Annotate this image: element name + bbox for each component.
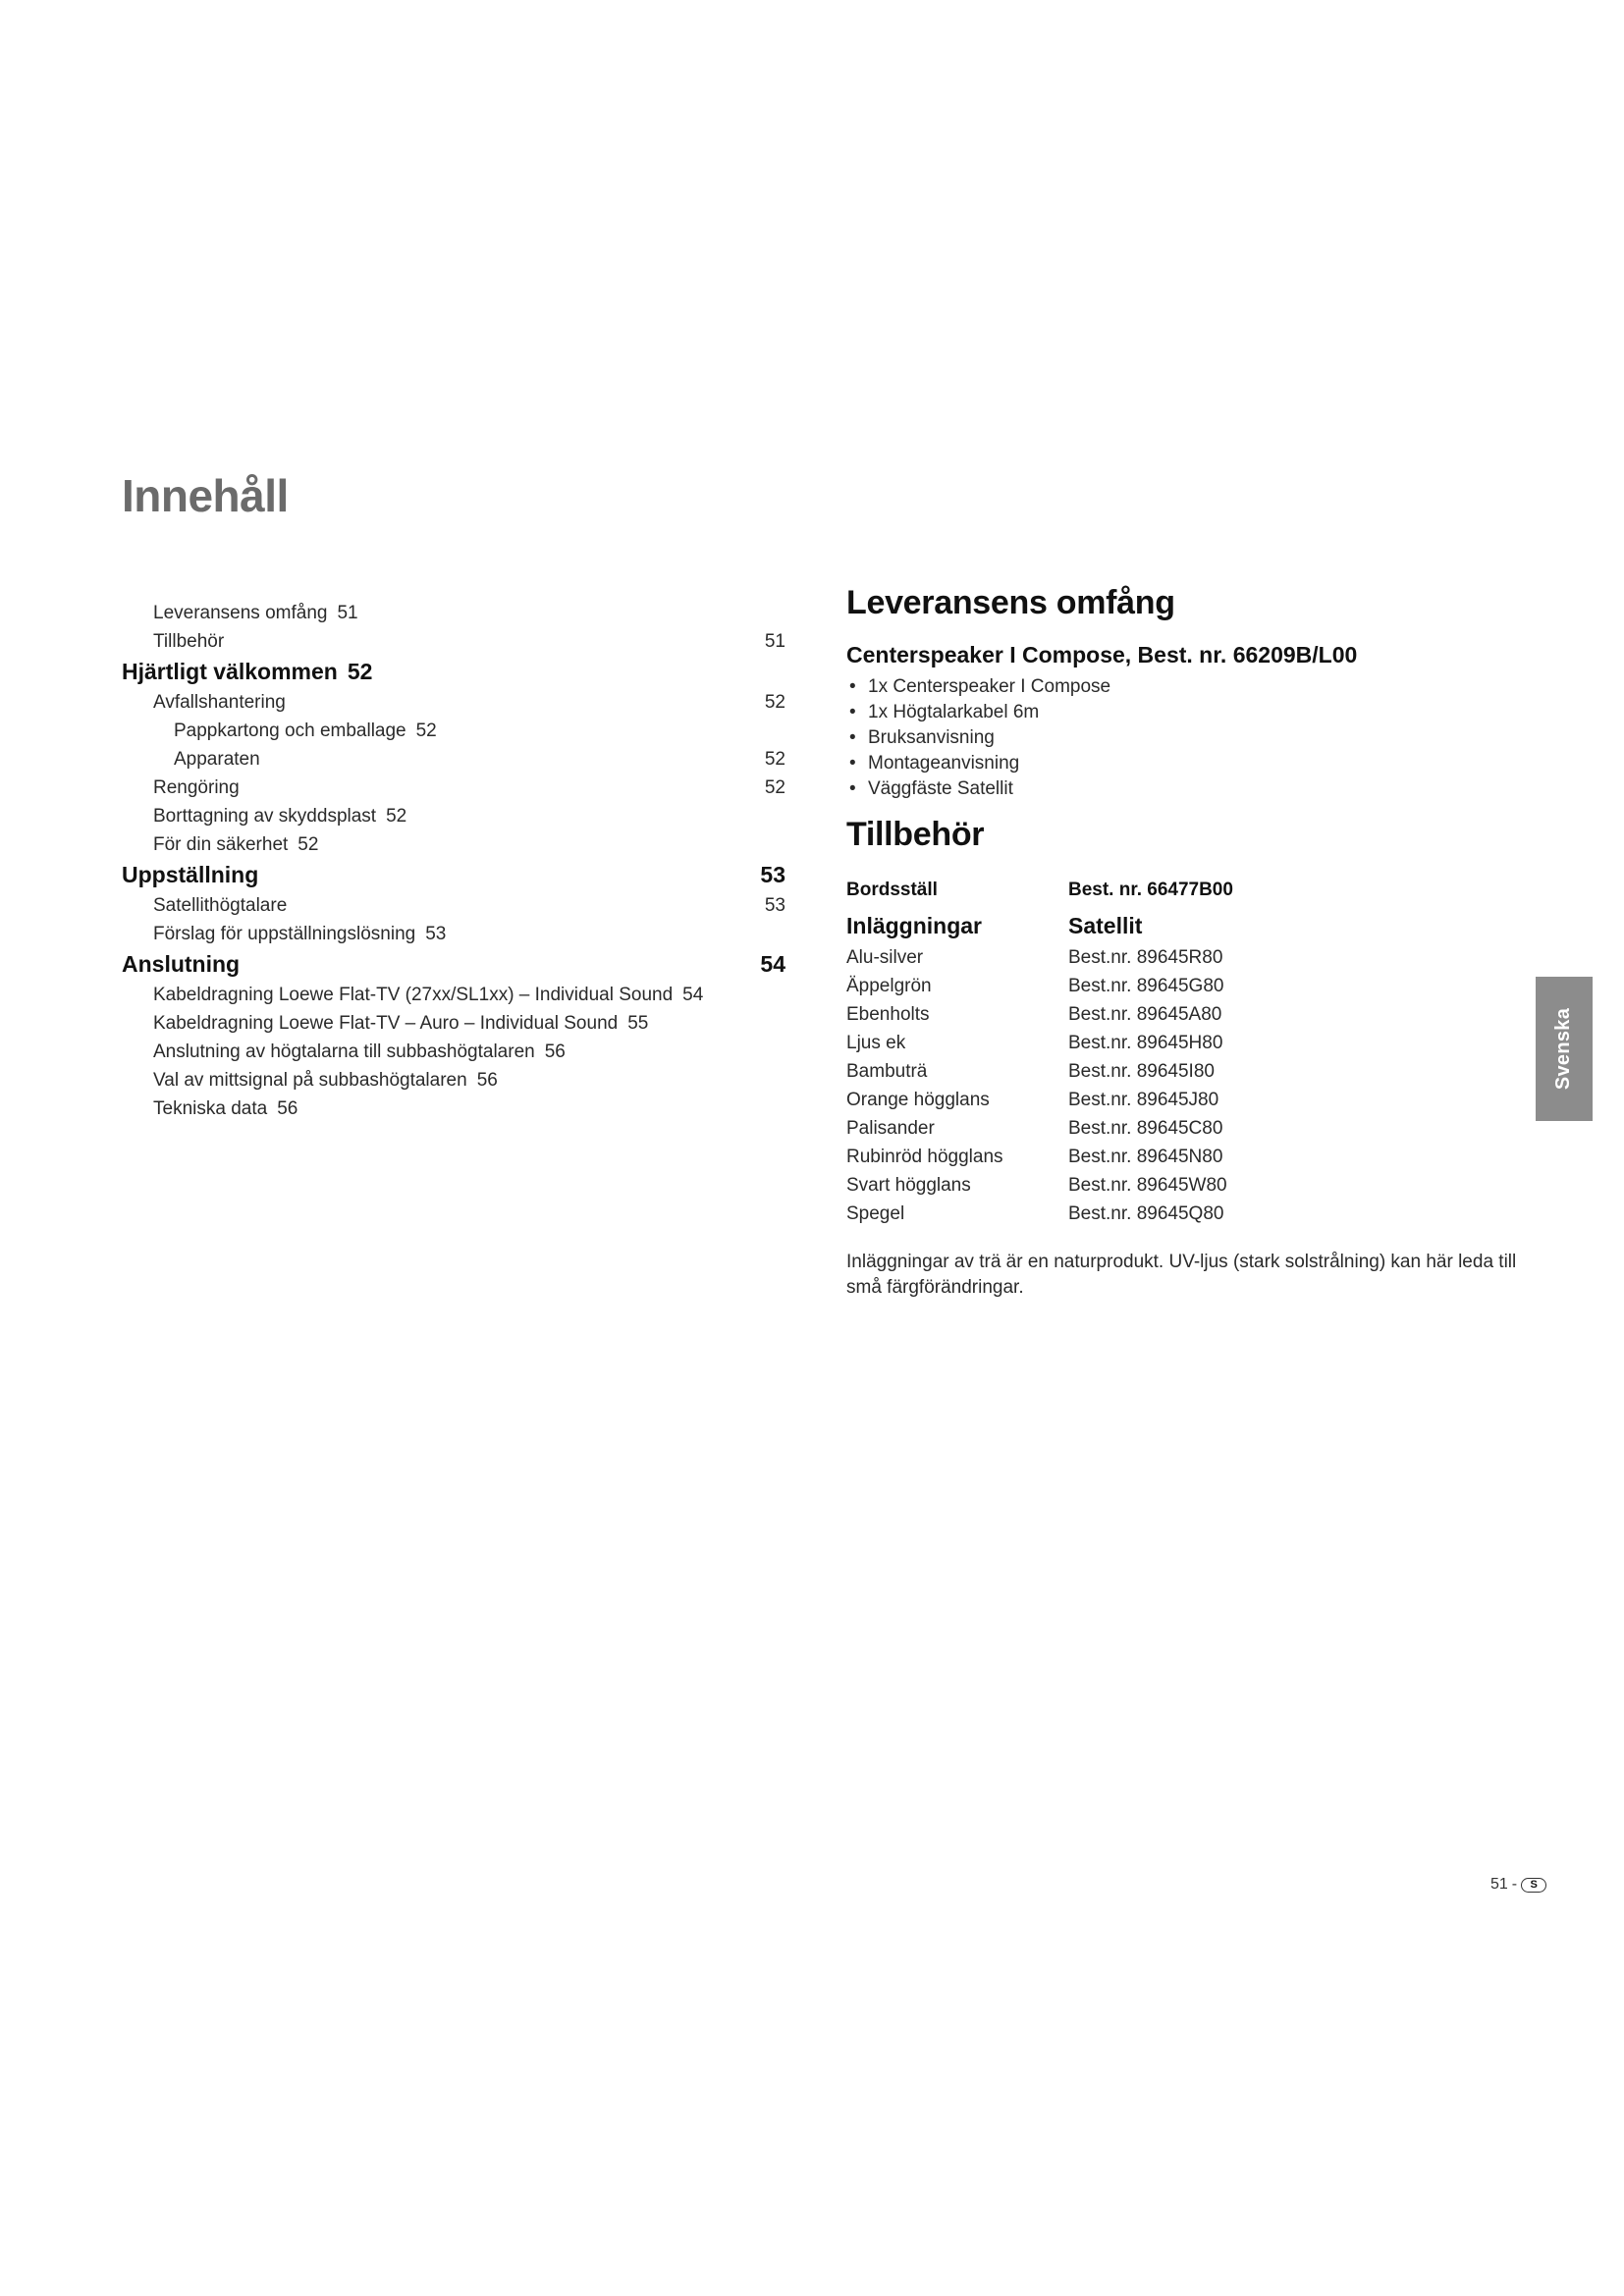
page-title: Innehåll [122,470,289,521]
inlay-code: Best.nr. 89645C80 [1068,1118,1223,1139]
toc-entry [122,1095,785,1123]
inlay-name: Ljus ek [846,1033,906,1053]
toc-entry [122,1009,785,1038]
page-number: 51 [1490,1876,1508,1893]
toc-entry-label: Apparaten [174,749,260,770]
inlay-row [846,1114,1524,1143]
toc-entry-label: Tekniska data [153,1098,268,1119]
inlay-name: Svart högglans [846,1175,971,1196]
toc-entry-label: Kabeldragning Loewe Flat-TV – Auro – Individual Sound [153,1013,619,1034]
toc-entry-label: Pappkartong och emballage [174,721,406,741]
delivery-item: • 1x Högtalarkabel 6m [846,700,1524,725]
inlay-row [846,1000,1524,1029]
toc-entry-page: 52 [298,834,319,855]
inlay-name: Ebenholts [846,1004,930,1025]
inlay-row [846,972,1524,1000]
right-column [846,584,1524,1301]
toc-entry-page: 53 [764,895,785,916]
toc-entry-page: 54 [760,951,785,977]
toc-entry [122,802,785,830]
toc-entry-label: Uppställning [122,862,259,887]
inlay-note: Inläggningar av trä är en naturprodukt. UV-ljus (stark solstrålning) kan här leda till små färgförändringar. [846,1252,1517,1298]
inlay-name: Palisander [846,1118,935,1139]
inlays-header-name: Inläggningar [846,913,982,938]
inlay-code: Best.nr. 89645I80 [1068,1061,1215,1082]
inlay-code: Best.nr. 89645H80 [1068,1033,1223,1053]
inlay-name: Bambuträ [846,1061,928,1082]
toc-entry-page: 52 [415,721,437,741]
delivery-subtitle: Centerspeaker I Compose, Best. nr. 66209B/L00 [846,642,1358,667]
inlay-name: Orange högglans [846,1090,990,1110]
toc-entry-page: 56 [277,1098,298,1119]
toc-entry-label: Tillbehör [153,631,225,652]
toc-entry [122,920,785,948]
toc-entry-label: Kabeldragning Loewe Flat-TV (27xx/SL1xx) – Individual Sound [153,985,674,1005]
inlay-name: Spegel [846,1203,905,1224]
toc-entry [122,1038,785,1066]
inlay-code: Best.nr. 89645R80 [1068,947,1223,968]
toc-entry-label: Anslutning [122,951,241,977]
toc-entry-page: 53 [760,862,785,887]
inlay-row [846,1029,1524,1057]
inlay-code: Best.nr. 89645Q80 [1068,1203,1224,1224]
inlay-name: Äppelgrön [846,976,932,996]
toc-entry-label: Anslutning av högtalarna till subbashögtalaren [153,1041,535,1062]
toc-entry-page: 54 [682,985,704,1005]
inlay-row [846,943,1524,972]
stand-name: Bordsställ [846,880,938,900]
toc-entry [122,627,785,656]
toc-entry [122,981,785,1009]
inlay-row [846,1086,1524,1114]
stand-code: Best. nr. 66477B00 [1068,880,1233,900]
inlay-row [846,1057,1524,1086]
delivery-heading: Leveransens omfång [846,584,1175,621]
toc-entry-label: Hjärtligt välkommen [122,659,338,684]
toc-entry-page: 52 [764,777,785,798]
toc-entry-label: Satellithögtalare [153,895,288,916]
inlay-code: Best.nr. 89645J80 [1068,1090,1219,1110]
inlay-name: Alu-silver [846,947,924,968]
delivery-item: • Bruksanvisning [846,725,1524,751]
toc-entry [122,717,785,745]
toc-entry-page: 56 [544,1041,566,1062]
toc-entry-label: Förslag för uppställningslösning [153,924,416,944]
toc-entry-label: Rengöring [153,777,240,798]
toc-entry [122,1066,785,1095]
inlays-header-row [846,908,1524,943]
toc-entry-page: 55 [627,1013,649,1034]
toc-entry-page: 52 [764,692,785,713]
toc-entry-page: 51 [337,603,358,623]
toc-entry-page: 56 [476,1070,498,1091]
toc-entry-page: 53 [425,924,447,944]
stand-row [846,876,1524,904]
toc-entry [122,830,785,859]
toc-entry-label: För din säkerhet [153,834,289,855]
inlay-code: Best.nr. 89645G80 [1068,976,1224,996]
inlay-list [846,943,1524,1228]
toc-entry [122,745,785,774]
inlay-row [846,1200,1524,1228]
toc-entry [122,774,785,802]
toc-entry [122,859,785,891]
delivery-item: • Montageanvisning [846,751,1524,776]
page-footer [1490,1876,1546,1894]
inlay-code: Best.nr. 89645N80 [1068,1147,1223,1167]
toc-entry [122,599,785,627]
language-side-tab [1536,977,1593,1121]
toc-entry-page: 51 [764,631,785,652]
toc-entry-label: Avfallshantering [153,692,286,713]
inlay-row [846,1143,1524,1171]
delivery-item: • 1x Centerspeaker I Compose [846,674,1524,700]
toc-entry [122,688,785,717]
toc-entry [122,948,785,981]
toc-entry-label: Leveransens omfång [153,603,328,623]
inlays-header-code: Satellit [1068,913,1143,938]
side-tab-label: Svenska [1552,1007,1575,1091]
delivery-list [846,674,1524,802]
language-badge-icon: S [1521,1878,1546,1893]
table-of-contents [122,599,785,1123]
toc-entry-page: 52 [764,749,785,770]
inlay-row [846,1171,1524,1200]
toc-entry [122,656,785,688]
toc-entry-label: Borttagning av skyddsplast [153,806,377,827]
inlay-code: Best.nr. 89645W80 [1068,1175,1227,1196]
toc-entry-label: Val av mittsignal på subbashögtalaren [153,1070,467,1091]
inlay-code: Best.nr. 89645A80 [1068,1004,1222,1025]
toc-entry [122,891,785,920]
accessories-heading: Tillbehör [846,816,985,853]
toc-entry-page: 52 [386,806,407,827]
footer-separator: - [1511,1876,1518,1893]
toc-entry-page: 52 [347,659,373,684]
delivery-item: • Väggfäste Satellit [846,776,1524,802]
inlay-name: Rubinröd högglans [846,1147,1003,1167]
